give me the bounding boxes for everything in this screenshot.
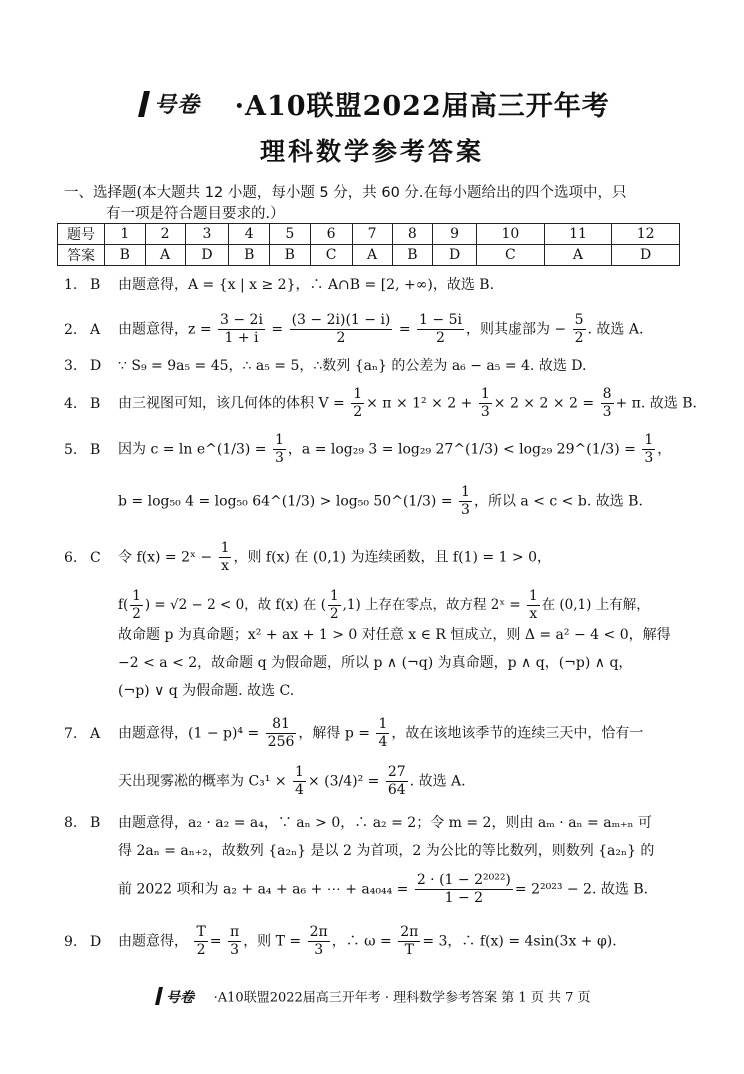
fraction: $\frac{8}{3}$: [602, 386, 612, 420]
solution-number: 7.: [64, 725, 78, 742]
brand-logo: [134, 87, 218, 128]
section-heading: [64, 183, 679, 225]
question-number-cell: 6: [310, 224, 352, 245]
fraction: $\frac{1}{3}$: [461, 484, 470, 518]
solution-5: 5. B 因为 c = ln e^(1/3) = $\frac{1}{3}$ ，a = log₂₉ 3 = log₂₉ 27^(1/3) < log₂₉ 29^(1/3) = $\frac{1}{3}$ ，: [64, 432, 672, 466]
page-footer: [0, 985, 744, 1011]
fraction: $\frac{81}{256}$: [267, 716, 295, 750]
table-row-answers: [58, 245, 680, 266]
row-label-number: 题号: [58, 224, 105, 245]
solution-6-line5: (¬p) ∨ q 为假命题. 故选 C.: [118, 683, 295, 699]
answer-cell: B: [229, 245, 270, 266]
fraction: $\frac{\text{2 · (1 − 2²⁰²²)}}{1 - 2}$: [416, 872, 511, 906]
answer-cell: D: [612, 245, 680, 266]
question-number-cell: 9: [433, 224, 477, 245]
question-number-cell: 7: [352, 224, 392, 245]
solution-text: 由题意得，z =: [118, 321, 212, 338]
fraction: $\frac{1}{2}$: [353, 386, 363, 420]
solution-4: 4. B 由三视图可知，该几何体的体积 V = $\frac{1}{2}$ × π × 1² × 2 + $\frac{1}{3}$ × 2 × 2 × 2 = $\frac{8}{3}$ + π. 故选 B.: [64, 386, 697, 420]
fraction: $\frac{2\pi}{3}$: [309, 924, 328, 958]
solution-key: B: [90, 815, 101, 831]
solution-key: A: [90, 725, 101, 742]
answer-cell: A: [544, 245, 612, 266]
fraction: $\frac{1}{2}$: [329, 588, 339, 622]
answer-cell: C: [310, 245, 352, 266]
fraction: $\frac{\pi}{3}$: [229, 924, 240, 958]
svg-text:号卷: 号卷: [166, 990, 195, 1006]
question-number-cell: 11: [544, 224, 612, 245]
question-number-cell: 3: [185, 224, 229, 245]
solution-6-line3: 故命题 p 为真命题；x² + ax + 1 > 0 对任意 x ∈ R 恒成立，则 Δ = a² − 4 < 0，解得: [118, 627, 671, 643]
solution-7: 7. A 由题意得，(1 − p)⁴ = $\frac{81}{256}$ ，解得 p = $\frac{1}{4}$ ，故在该地该季节的连续三天中，恰有一: [64, 716, 644, 750]
solution-text: ∵ S₉ = 9a₅ = 45，∴ a₅ = 5，∴数列 {aₙ} 的公差为 a₆ − a₅ = 4. 故选 D.: [118, 358, 587, 374]
page-subtitle: 理科数学参考答案: [259, 137, 484, 166]
fraction: $\frac{1}{4}$: [295, 764, 304, 798]
question-number-cell: 8: [392, 224, 433, 245]
solution-number: 6.: [64, 549, 78, 566]
footer-text: ·A10联盟2022届高三开年考 · 理科数学参考答案 第 1 页 共 7 页: [213, 990, 591, 1006]
answer-cell: B: [270, 245, 311, 266]
svg-text:号卷: 号卷: [154, 92, 201, 118]
answer-table: [57, 223, 680, 266]
fraction: $\frac{1}{2}$: [132, 588, 141, 622]
question-number-cell: 12: [612, 224, 680, 245]
solution-2: 2. A 由题意得，z = $\frac{3 - 2i}{1 + i}$ = $\frac{(3 - 2i)(1 - i)}{2}$ = $\frac{1 - 5i}{2}$ ，则其虚部为 − $\frac{5}{2}$ . 故选 A.: [64, 312, 644, 346]
solution-number: 8.: [64, 815, 78, 831]
solution-9: 9. D 由题意得， $\frac{T}{2}$ = $\frac{\pi}{3}$ ，则 T = $\frac{2\pi}{3}$ ，∴ ω = $\frac{2\pi}{T}$ = 3，∴ f(x) = 4sin(3x + φ).: [64, 924, 617, 958]
question-number-cell: 2: [145, 224, 185, 245]
answer-cell: D: [185, 245, 229, 266]
answer-cell: A: [145, 245, 185, 266]
solution-key: B: [90, 277, 101, 293]
page-title: [0, 84, 744, 128]
fraction: $\frac{1}{3}$: [644, 432, 654, 466]
footer-logo: [153, 985, 205, 1011]
solution-text: 由题意得，A = {x | x ≥ 2}，∴ A∩B = [2, +∞)，故选 B.: [118, 277, 495, 293]
solution-5-line2: b = log₅₀ 4 = log₅₀ 64^(1/3) > log₅₀ 50^(1/3) = $\frac{1}{3}$ ，所以 a < c < b. 故选 B.: [118, 484, 643, 518]
solution-number: 3.: [64, 358, 78, 374]
answer-cell: C: [477, 245, 545, 266]
solution-number: 5.: [64, 441, 78, 458]
answer-cell: D: [433, 245, 477, 266]
solution-8-line2: 得 2aₙ = aₙ₊₂，故数列 {a₂ₙ} 是以 2 为首项，2 为公比的等比数列，则数列 {a₂ₙ} 的: [118, 843, 655, 859]
title-text: ·A10联盟2022届高三开年考: [234, 91, 610, 122]
solution-1: [64, 274, 494, 296]
question-number-cell: 4: [229, 224, 270, 245]
solution-number: 1.: [64, 277, 78, 293]
fraction: $\frac{3 - 2i}{1 + i}$: [220, 312, 263, 346]
answer-cell: B: [105, 245, 146, 266]
solution-key: C: [90, 549, 101, 566]
fraction: $\frac{1 - 5i}{2}$: [419, 312, 462, 346]
solution-key: D: [90, 933, 102, 950]
question-number-cell: 1: [105, 224, 146, 245]
solution-6-line4: −2 < a < 2，故命题 q 为假命题，所以 p ∧ (¬q) 为真命题，p ∧ q，(¬p) ∧ q，: [118, 655, 633, 671]
fraction: $\frac{2\pi}{T}$: [400, 924, 419, 958]
solution-6: 6. C 令 f(x) = 2ˣ − $\frac{1}{x}$ ，则 f(x) 在 (0,1) 为连续函数，且 f(1) = 1 > 0，: [64, 540, 552, 574]
fraction: $\frac{1}{x}$: [529, 588, 538, 622]
solution-7-line2: 天出现雾凇的概率为 C₃¹ × $\frac{1}{4}$ × (3/4)² = $\frac{27}{64}$ . 故选 A.: [118, 764, 466, 798]
row-label-answer: 答案: [58, 245, 105, 266]
section-heading-line2: 有一项是符合题目要求的.）: [106, 206, 285, 222]
solution-key: B: [90, 441, 101, 458]
fraction: $\frac{5}{2}$: [574, 312, 584, 346]
fraction: $\frac{(3 - 2i)(1 - i)}{2}$: [291, 312, 391, 346]
solution-key: B: [90, 395, 101, 412]
solution-key: D: [90, 358, 102, 374]
fraction: $\frac{1}{3}$: [480, 386, 490, 420]
solution-3: [64, 355, 586, 377]
solution-6-line2: f( $\frac{1}{2}$ ) = √2 − 2 < 0，故 f(x) 在 ( $\frac{1}{2}$ ,1) 上存在零点，故方程 2ˣ = $\frac{1}{x}$ 在 (0,1) 上有解，: [118, 588, 650, 622]
fraction: $\frac{27}{64}$: [387, 764, 406, 798]
answer-cell: B: [392, 245, 433, 266]
fraction: $\frac{1}{3}$: [274, 432, 284, 466]
solution-number: 4.: [64, 395, 78, 412]
table-row-numbers: [58, 224, 680, 245]
solution-key: A: [90, 321, 101, 338]
fraction: $\frac{T}{2}$: [196, 924, 206, 958]
question-number-cell: 5: [270, 224, 311, 245]
question-number-cell: 10: [477, 224, 545, 245]
solution-number: 2.: [64, 321, 78, 338]
solution-number: 9.: [64, 933, 78, 950]
fraction: $\frac{1}{x}$: [220, 540, 230, 574]
solution-8-line3: 前 2022 项和为 a₂ + a₄ + a₆ + ⋯ + a₄₀₄₄ = $\frac{\text{2 · (1 − 2²⁰²²)}}{1 - 2}$ = 2²⁰²³ − 2. 故选 B.: [118, 872, 649, 906]
solution-8: 8. B 由题意得，a₂ · a₂ = a₄，∵ aₙ > 0，∴ a₂ = 2；令 m = 2，则由 aₘ · aₙ = aₘ₊ₙ 可: [64, 812, 652, 834]
section-heading-line1: 一、选择题(本大题共 12 小题，每小题 5 分，共 60 分.在每小题给出的四个选项中，只: [64, 185, 627, 201]
answer-cell: A: [352, 245, 392, 266]
fraction: $\frac{1}{4}$: [378, 716, 388, 750]
